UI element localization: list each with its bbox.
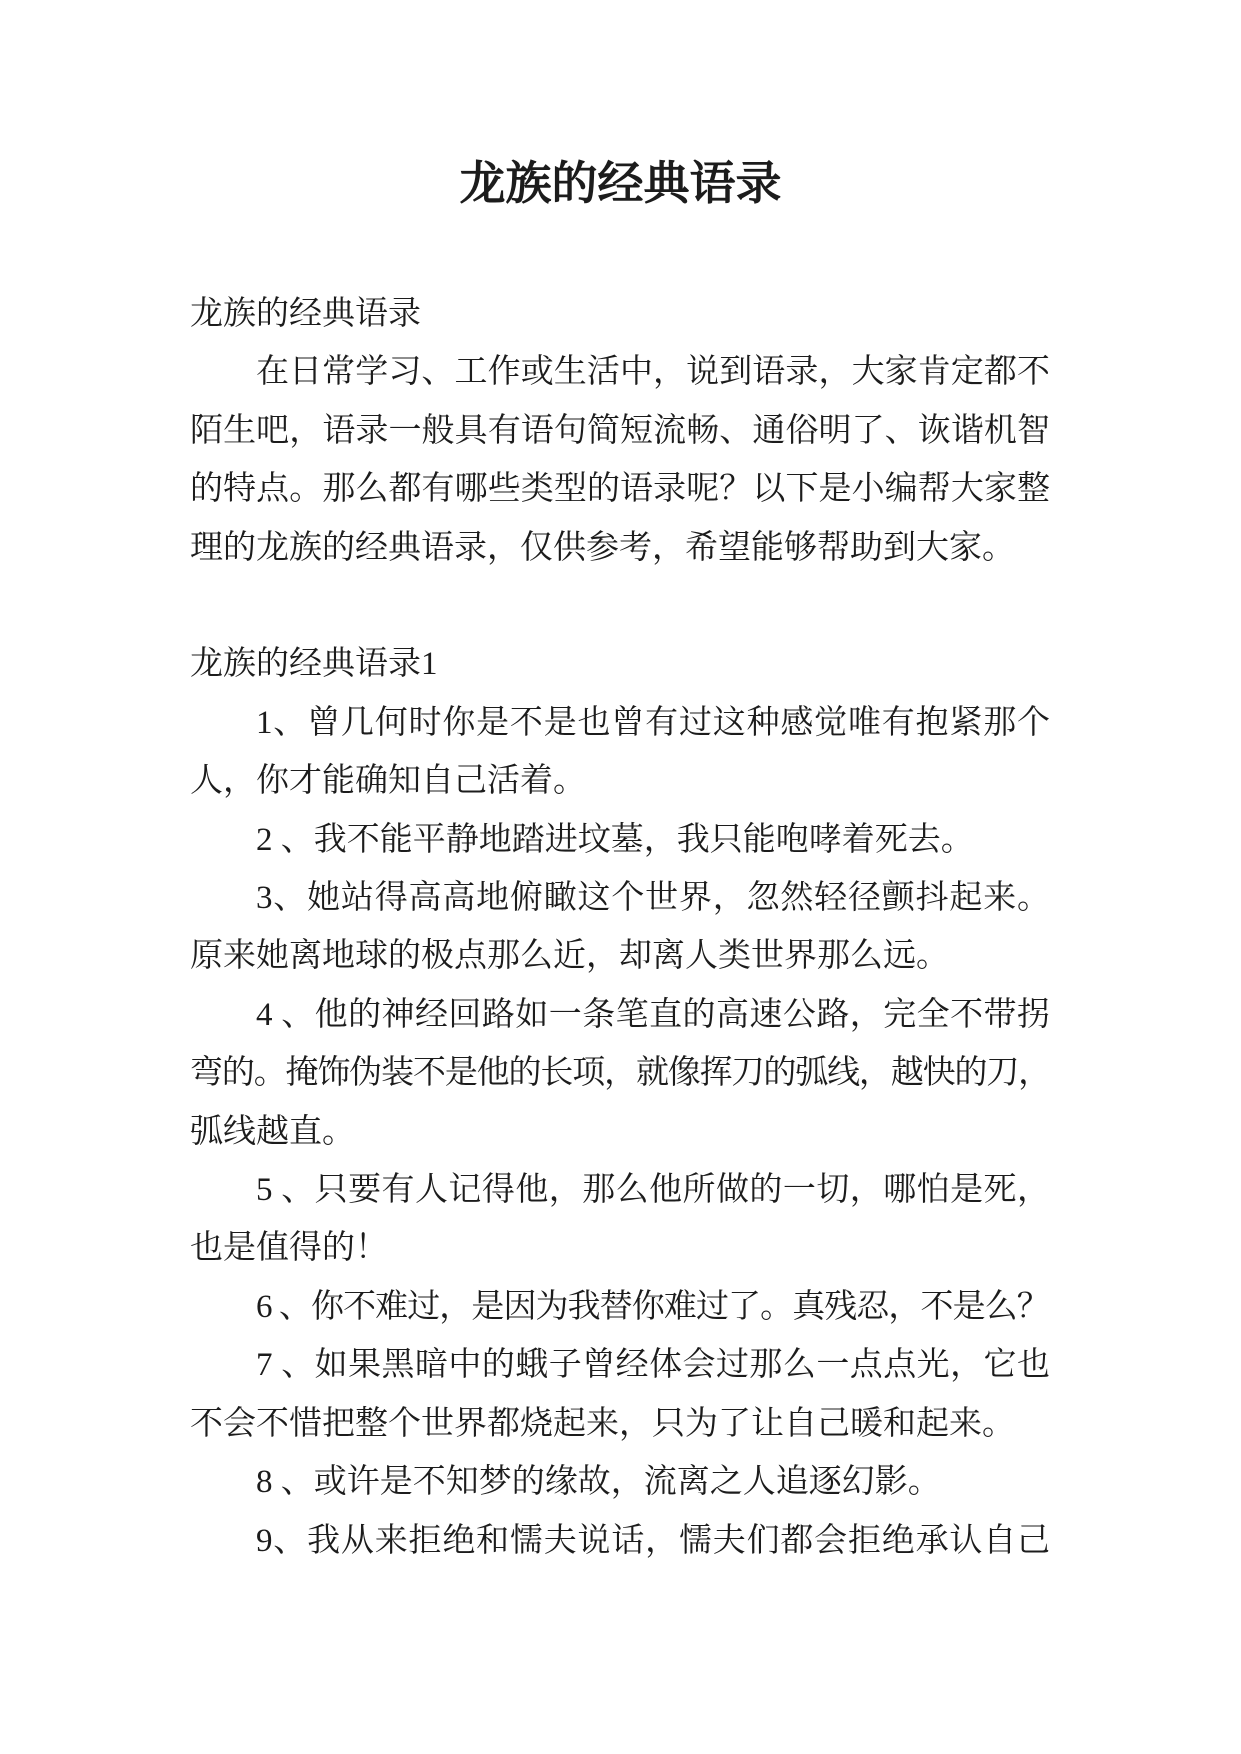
quote-line: 8 、或许是不知梦的缘故，流离之人追逐幻影。 — [256, 1464, 941, 1501]
quote-line: 原来她离地球的极点那么近，却离人类世界那么远。 — [190, 938, 949, 975]
quote-item — [190, 694, 1050, 811]
quote-line: 弯的。掩饰伪装不是他的长项，就像挥刀的弧线，越快的刀， — [190, 1055, 1050, 1092]
intro-paragraph-line: 在日常学习、工作或生活中，说到语录，大家肯定都不 — [256, 354, 1050, 391]
intro-heading: 龙族的经典语录 — [190, 296, 421, 332]
quote-item — [190, 1453, 1050, 1511]
quote-line: 7 、如果黑暗中的蛾子曾经体会过那么一点点光，它也 — [256, 1347, 1050, 1384]
intro-paragraph-line: 理的龙族的经典语录，仅供参考，希望能够帮助到大家。 — [190, 529, 1015, 566]
quote-line: 也是值得的！ — [190, 1230, 388, 1267]
paragraph-spacer — [190, 577, 1050, 635]
quote-line: 1、曾几何时你是不是也曾有过这种感觉唯有抱紧那个 — [256, 704, 1050, 741]
intro-paragraph-line: 的特点。那么都有哪些类型的语录呢？以下是小编帮大家整 — [190, 471, 1050, 508]
quote-line: 4 、他的神经回路如一条笔直的高速公路，完全不带拐 — [256, 996, 1050, 1033]
quote-item — [190, 1336, 1050, 1453]
intro-paragraph-line: 陌生吧，语录一般具有语句简短流畅、通俗明了、诙谐机智 — [190, 412, 1050, 449]
quote-line: 不会不惜把整个世界都烧起来，只为了让自己暖和起来。 — [190, 1405, 1015, 1442]
quote-line: 人，你才能确知自己活着。 — [190, 763, 586, 800]
quote-item — [190, 811, 1050, 869]
quote-line: 2 、我不能平静地踏进坟墓，我只能咆哮着死去。 — [256, 821, 974, 858]
document-title: 龙族的经典语录 — [459, 158, 782, 209]
document-body — [190, 285, 1050, 1570]
quote-item — [190, 869, 1050, 986]
quote-item — [190, 986, 1050, 1161]
quote-line: 6 、你不难过，是因为我替你难过了。真残忍，不是么？ — [256, 1288, 1049, 1325]
quote-line: 9、我从来拒绝和懦夫说话，懦夫们都会拒绝承认自己 — [256, 1522, 1050, 1559]
quote-line: 3、她站得高高地俯瞰这个世界，忽然轻径颤抖起来。 — [256, 880, 1050, 917]
quote-item — [190, 1512, 1050, 1570]
section-heading: 龙族的经典语录1 — [190, 646, 438, 683]
intro-paragraph — [190, 343, 1050, 577]
quote-item — [190, 1161, 1050, 1278]
quote-line: 5 、只要有人记得他，那么他所做的一切，哪怕是死， — [256, 1172, 1050, 1209]
quote-line: 弧线越直。 — [190, 1113, 355, 1150]
quote-item — [190, 1278, 1050, 1336]
